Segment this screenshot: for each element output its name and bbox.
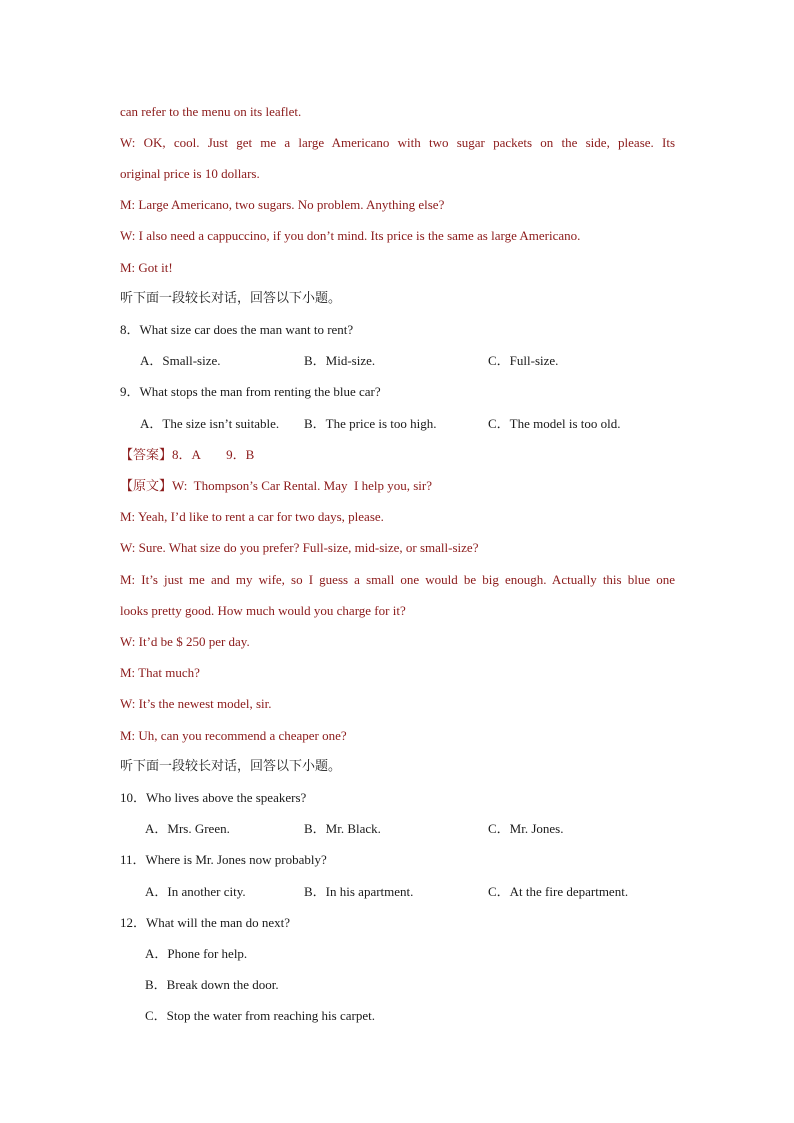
transcript-line: M: It’s just me and my wife, so I guess a small one would be big enough. Actually this blue one: [120, 572, 675, 587]
transcript-line: looks pretty good. How much would you charge for it?: [120, 603, 406, 618]
transcript-line: W: Thompson’s Car Rental. May I help you, sir?: [172, 478, 432, 493]
original-line: [120, 478, 432, 495]
question-12: 12．What will the man do next?: [120, 915, 291, 930]
q11-option-a: A．In another city.: [145, 884, 246, 899]
answer-label: 【答案】: [120, 448, 173, 463]
q10-option-b: B．Mr. Black.: [304, 821, 381, 836]
section-instruction: 听下面一段较长对话，回答以下小题。: [120, 759, 342, 774]
q12-option-c: C．Stop the water from reaching his carpet.: [145, 1008, 375, 1023]
q10-option-c: C．Mr. Jones.: [488, 821, 564, 836]
q8-option-a: A．Small-size.: [140, 353, 221, 368]
answer-line: [120, 447, 254, 464]
q8-option-c: C．Full-size.: [488, 353, 559, 368]
transcript-line: M: Yeah, I’d like to rent a car for two days, please.: [120, 509, 384, 524]
q11-option-b: B．In his apartment.: [304, 884, 414, 899]
transcript-line: W: It’s the newest model, sir.: [120, 696, 272, 711]
answer-text: 8．A 9．B: [172, 447, 255, 462]
q9-option-a: A．The size isn’t suitable.: [140, 416, 280, 431]
q12-option-a: A．Phone for help.: [145, 946, 248, 961]
transcript-line: W: It’d be $ 250 per day.: [120, 634, 250, 649]
q9-option-b: B．The price is too high.: [304, 416, 437, 431]
transcript-line: W: OK, cool. Just get me a large Americano with two sugar packets on the side, please. Its: [120, 135, 675, 150]
question-10: 10．Who lives above the speakers?: [120, 790, 307, 805]
transcript-line: original price is 10 dollars.: [120, 166, 260, 181]
q10-option-a: A．Mrs. Green.: [145, 821, 230, 836]
q8-option-b: B．Mid-size.: [304, 353, 376, 368]
q9-option-c: C．The model is too old.: [488, 416, 621, 431]
question-8: 8．What size car does the man want to rent?: [120, 322, 354, 337]
question-9: 9．What stops the man from renting the blue car?: [120, 384, 381, 399]
transcript-line: W: Sure. What size do you prefer? Full-size, mid-size, or small-size?: [120, 540, 479, 555]
q12-option-b: B．Break down the door.: [145, 977, 279, 992]
transcript-line: M: Large Americano, two sugars. No problem. Anything else?: [120, 197, 445, 212]
section-instruction: 听下面一段较长对话，回答以下小题。: [120, 291, 342, 306]
transcript-line: M: That much?: [120, 665, 200, 680]
transcript-line: can refer to the menu on its leaflet.: [120, 104, 302, 119]
transcript-line: M: Uh, can you recommend a cheaper one?: [120, 728, 347, 743]
transcript-line: M: Got it!: [120, 260, 173, 275]
question-11: 11．Where is Mr. Jones now probably?: [120, 852, 327, 867]
original-label: 【原文】: [120, 479, 173, 494]
q11-option-c: C．At the fire department.: [488, 884, 629, 899]
transcript-line: W: I also need a cappuccino, if you don’t mind. Its price is the same as large Americano.: [120, 228, 581, 243]
